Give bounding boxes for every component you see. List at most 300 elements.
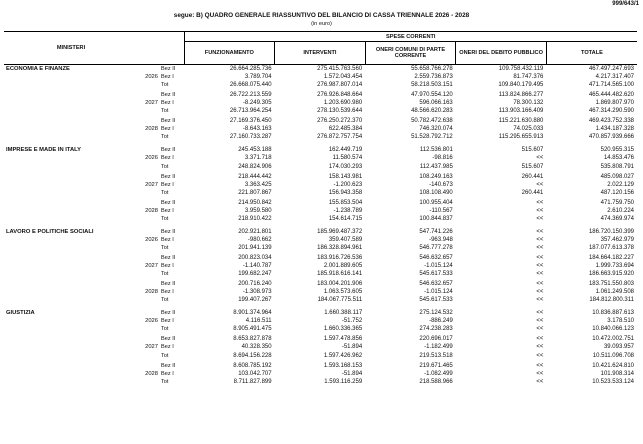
value-oneri-comuni: 50.782.472.638 (411, 118, 453, 125)
value-funzionamento: 200.823.034 (238, 255, 272, 261)
ministry-cell (4, 215, 138, 223)
value-funzionamento: 3.363.425 (244, 181, 272, 188)
value-totale: 10.836.887.613 (592, 310, 634, 317)
table-row (4, 325, 637, 333)
table-row (4, 181, 637, 189)
value-oneri-comuni: -963.948 (429, 236, 453, 243)
value-oneri-debito: << (536, 207, 544, 214)
table-row (4, 207, 637, 215)
value-oneri-debito: 515.607 (521, 163, 544, 170)
value-oneri-debito: 115.221.630.880 (498, 118, 544, 125)
value-funzionamento: 4.116.511 (245, 318, 272, 325)
table-row (4, 378, 637, 386)
value-oneri-comuni: 746.320.074 (419, 126, 453, 133)
table-subtitle: (in euro) (311, 21, 332, 27)
ministry-name: IMPRESE E MADE IN ITALY (6, 147, 82, 154)
year-cell (138, 270, 159, 278)
value-funzionamento: 8.711.827.899 (233, 378, 272, 385)
value-funzionamento: 200.716.240 (238, 281, 272, 288)
year-label: 2028 (145, 207, 158, 214)
value-interventi: 276.872.757.754 (317, 134, 363, 141)
table-row (4, 199, 637, 207)
row-type-label: Bez I (161, 318, 174, 325)
value-funzionamento: 218.910.422 (238, 215, 272, 222)
year-cell (138, 362, 159, 370)
ministry-cell (4, 133, 138, 141)
value-funzionamento: 199.407.267 (238, 297, 272, 304)
value-oneri-comuni: 596.066.163 (419, 100, 453, 107)
value-oneri-comuni: -110.567 (429, 207, 453, 214)
table-row (4, 262, 637, 270)
value-funzionamento: 8.901.374.964 (233, 310, 272, 317)
table-row (4, 125, 637, 133)
table-row (4, 163, 637, 171)
value-totale: 357.462.979 (600, 236, 634, 243)
value-oneri-comuni: 47.970.554.120 (411, 92, 453, 99)
ministry-cell (4, 244, 138, 252)
value-oneri-comuni: -1.015.124 (424, 263, 453, 270)
value-funzionamento: 221.807.867 (238, 189, 272, 196)
ministry-cell (4, 236, 138, 244)
row-type-label: Bez I (161, 74, 174, 81)
ministry-cell (4, 163, 138, 171)
row-type-label: Bez II (161, 147, 176, 154)
value-interventi: 174.030.293 (328, 163, 363, 170)
year-label: 2026 (145, 318, 158, 325)
document-reference: 999/643/1 (612, 1, 639, 7)
value-oneri-debito: << (536, 362, 544, 369)
row-type-label: Bez I (161, 263, 174, 270)
value-oneri-debito: << (536, 155, 544, 162)
value-totale: 485.098.027 (600, 173, 634, 180)
ministry-cell (4, 288, 138, 296)
value-interventi: 11.580.574 (332, 155, 363, 162)
year-cell (138, 244, 159, 252)
value-totale: 1.999.733.694 (595, 263, 634, 270)
value-interventi: 1.660.388.117 (324, 310, 363, 317)
value-totale: 10.523.533.124 (592, 378, 634, 385)
value-funzionamento: 245.453.188 (238, 147, 272, 154)
table-row (4, 81, 637, 89)
value-oneri-debito: << (536, 181, 544, 188)
table-row (4, 296, 637, 304)
value-funzionamento: 8.905.491.475 (233, 326, 272, 333)
value-oneri-comuni: 108.249.163 (419, 173, 453, 180)
year-cell (138, 146, 159, 154)
value-interventi: 1.593.168.153 (323, 362, 363, 369)
table-row (4, 99, 637, 107)
year-label: 2027 (145, 100, 158, 107)
year-label: 2028 (145, 289, 158, 296)
column-header-funzionamento: FUNZIONAMENTO (184, 42, 275, 65)
value-funzionamento: 3.789.704 (244, 74, 272, 81)
table-row (4, 352, 637, 360)
value-oneri-comuni: 545.617.533 (419, 297, 453, 304)
value-totale: 520.955.315 (600, 147, 634, 154)
value-funzionamento: -1.140.787 (242, 263, 272, 270)
value-interventi: 183.916.726.536 (317, 255, 363, 261)
value-oneri-debito: << (536, 236, 544, 243)
value-totale: 4.217.317.407 (595, 74, 634, 81)
value-funzionamento: 26.664.285.736 (229, 66, 272, 73)
value-funzionamento: 202.921.801 (238, 228, 272, 235)
row-type-label: Bez I (161, 100, 174, 107)
table-row (4, 280, 637, 288)
value-oneri-comuni: 546.777.278 (419, 244, 453, 251)
value-oneri-debito: 115.295.655.913 (498, 134, 544, 141)
value-oneri-debito: << (536, 289, 544, 296)
value-totale: 535.808.791 (600, 163, 634, 170)
ministry-cell (4, 91, 138, 99)
value-interventi: 1.572.043.454 (323, 74, 363, 81)
value-oneri-comuni: 545.617.533 (419, 271, 453, 278)
value-interventi: 185.918.616.141 (317, 271, 363, 278)
year-cell (138, 296, 159, 304)
ministry-cell (4, 362, 138, 370)
year-cell (138, 378, 159, 386)
value-funzionamento: 3.959.580 (244, 207, 272, 214)
value-funzionamento: 199.682.247 (238, 271, 272, 278)
column-header-totale: TOTALE (546, 42, 637, 65)
value-interventi: 155.853.504 (328, 199, 363, 206)
value-oneri-debito: << (536, 378, 544, 385)
year-cell (138, 81, 159, 89)
value-oneri-comuni: 100.955.404 (419, 199, 453, 206)
value-totale: 1.869.807.970 (595, 100, 634, 107)
row-type-label: Tot (161, 134, 169, 141)
value-oneri-comuni: -98.816 (432, 155, 453, 162)
year-cell (138, 215, 159, 223)
row-type-label: Tot (161, 215, 169, 222)
table-row (4, 173, 637, 181)
value-oneri-comuni: 546.632.657 (419, 281, 453, 288)
value-totale: 471.759.750 (600, 199, 634, 206)
value-interventi: 186.328.894.961 (317, 244, 363, 251)
value-oneri-comuni: 100.844.837 (419, 215, 453, 222)
value-oneri-debito: 113.824.866.277 (498, 92, 544, 99)
value-oneri-debito: << (536, 336, 544, 343)
value-totale: 469.423.752.338 (588, 118, 634, 125)
value-funzionamento: 27.169.376.450 (229, 118, 272, 125)
ministry-name: LAVORO E POLITICHE SOCIALI (6, 228, 94, 235)
value-interventi: 278.130.539.644 (317, 108, 363, 115)
value-oneri-comuni: 112.437.985 (419, 163, 453, 170)
ministry-cell (4, 117, 138, 125)
ministry-cell (4, 107, 138, 115)
value-interventi: 1.597.478.856 (323, 336, 363, 343)
table-row (4, 244, 637, 252)
value-oneri-comuni: 274.238.283 (419, 326, 453, 333)
table-row (4, 236, 637, 244)
value-totale: 1.434.187.328 (595, 126, 634, 133)
year-cell (138, 280, 159, 288)
row-type-label: Bez I (161, 236, 174, 243)
value-oneri-comuni: 58.218.503.151 (411, 82, 453, 89)
value-oneri-comuni: -140.673 (429, 181, 453, 188)
row-type-label: Bez II (161, 66, 176, 73)
column-header-oneri-comuni: ONERI COMUNI DI PARTE CORRENTE (365, 42, 456, 65)
row-type-label: Bez II (161, 173, 176, 180)
value-interventi: -1.238.789 (333, 207, 363, 214)
ministry-cell (4, 352, 138, 360)
value-interventi: 276.926.848.664 (317, 92, 363, 99)
value-funzionamento: 26.713.964.254 (229, 108, 272, 115)
value-interventi: 1.063.573.605 (323, 289, 363, 296)
ministry-cell (4, 270, 138, 278)
column-header-oneri-debito: ONERI DEL DEBITO PUBBLICO (456, 42, 547, 65)
table-row (4, 73, 637, 81)
row-type-label: Bez I (161, 370, 174, 377)
row-type-label: Bez II (161, 92, 176, 99)
value-interventi: 276.250.272.370 (317, 118, 363, 125)
ministry-cell (4, 317, 138, 325)
value-oneri-comuni: 112.536.801 (419, 147, 453, 154)
ministry-cell (4, 125, 138, 133)
row-type-label: Tot (161, 352, 169, 359)
year-cell (138, 189, 159, 197)
value-oneri-debito: 81.747.376 (513, 74, 544, 81)
year-header-spacer (138, 32, 184, 65)
value-funzionamento: -8.643.163 (242, 126, 272, 133)
value-funzionamento: 8.653.827.878 (233, 336, 272, 343)
value-oneri-comuni: 220.696.017 (419, 336, 453, 343)
value-interventi: 156.943.358 (328, 189, 363, 196)
value-totale: 467.497.247.693 (588, 66, 634, 73)
ministry-cell (4, 262, 138, 270)
value-totale: 184.812.800.311 (589, 297, 634, 304)
table-row (4, 362, 637, 370)
year-cell (138, 91, 159, 99)
value-oneri-comuni: 51.528.792.712 (411, 134, 453, 141)
row-type-label: Bez II (161, 255, 176, 261)
row-type-label: Bez I (161, 207, 174, 214)
year-label: 2026 (145, 155, 158, 162)
spese-correnti-header: SPESE CORRENTI (184, 32, 637, 42)
value-oneri-debito: 74.025.033 (513, 126, 544, 133)
row-type-label: Bez II (161, 336, 176, 343)
row-type-label: Bez I (161, 181, 174, 188)
year-label: 2027 (145, 263, 158, 270)
value-oneri-debito: << (536, 228, 544, 235)
row-type-label: Bez II (161, 199, 176, 206)
table-row (4, 288, 637, 296)
value-oneri-debito: 260.441 (521, 189, 544, 196)
value-oneri-debito: << (536, 263, 544, 270)
value-funzionamento: 8.608.785.192 (233, 362, 272, 369)
row-type-label: Tot (161, 108, 169, 115)
value-interventi: -1.200.623 (333, 181, 363, 188)
value-totale: 487.120.156 (600, 189, 634, 196)
year-cell (138, 325, 159, 333)
row-type-label: Tot (161, 189, 169, 196)
year-cell (138, 254, 159, 262)
value-interventi: 1.593.116.259 (324, 378, 363, 385)
value-interventi: 2.001.889.605 (323, 263, 363, 270)
value-oneri-comuni: 108.108.490 (419, 189, 453, 196)
value-oneri-comuni: -1.015.124 (424, 289, 453, 296)
table-row (4, 370, 637, 378)
row-type-label: Tot (161, 297, 169, 304)
value-totale: 101.908.314 (600, 370, 634, 377)
value-totale: 186.663.915.920 (588, 271, 634, 278)
value-oneri-comuni: -1.082.499 (424, 370, 453, 377)
value-totale: 184.664.182.227 (588, 255, 634, 261)
value-oneri-debito: 515.607 (521, 147, 544, 154)
value-interventi: -51.894 (341, 370, 363, 377)
table-row (4, 189, 637, 197)
table-row (4, 154, 637, 162)
year-cell (138, 65, 159, 74)
ministry-cell (4, 254, 138, 262)
value-funzionamento: 248.824.906 (238, 163, 272, 170)
value-oneri-comuni: 275.124.532 (419, 310, 453, 317)
value-oneri-debito: << (536, 326, 544, 333)
value-oneri-comuni: -1.182.499 (424, 344, 453, 351)
row-type-label: Bez I (161, 155, 174, 162)
value-interventi: 162.449.719 (328, 147, 363, 154)
value-oneri-debito: << (536, 215, 544, 222)
ministry-cell (4, 335, 138, 343)
value-interventi: 1.203.690.980 (323, 100, 363, 107)
value-oneri-debito: << (536, 199, 544, 206)
value-totale: 465.444.482.620 (588, 92, 634, 99)
value-totale: 3.178.510 (607, 318, 634, 325)
table-row (4, 309, 637, 317)
year-label: 2027 (145, 181, 158, 188)
table-row (4, 335, 637, 343)
ministry-cell (4, 370, 138, 378)
value-oneri-debito: << (536, 370, 544, 377)
value-totale: 1.061.249.508 (595, 289, 634, 296)
value-oneri-comuni: 48.566.620.283 (411, 108, 453, 115)
table-row (4, 146, 637, 154)
ministry-cell (4, 343, 138, 351)
row-type-label: Bez II (161, 281, 176, 288)
budget-table (4, 31, 637, 386)
row-type-label: Tot (161, 82, 169, 89)
value-funzionamento: 8.694.156.228 (233, 352, 272, 359)
ministry-cell (4, 81, 138, 89)
table-body (4, 65, 637, 386)
column-header-interventi: INTERVENTI (275, 42, 366, 65)
table-row (4, 91, 637, 99)
value-oneri-comuni: 547.741.226 (419, 228, 453, 235)
ministry-cell (4, 181, 138, 189)
value-totale: 470.857.939.666 (588, 134, 634, 141)
row-type-label: Bez II (161, 362, 176, 369)
value-interventi: 359.407.589 (328, 236, 363, 243)
row-type-label: Tot (161, 163, 169, 170)
table-row (4, 133, 637, 141)
ministry-cell (4, 296, 138, 304)
value-oneri-comuni: 55.658.766.278 (411, 66, 453, 73)
value-oneri-debito: << (536, 255, 544, 261)
value-interventi: 158.143.981 (328, 173, 363, 180)
row-type-label: Tot (161, 326, 169, 333)
value-oneri-debito: << (536, 344, 544, 351)
year-cell (138, 335, 159, 343)
value-oneri-debito: << (536, 281, 544, 288)
ministry-name: GIUSTIZIA (6, 310, 35, 317)
value-totale: 474.369.974 (600, 215, 634, 222)
value-oneri-debito: << (536, 271, 544, 278)
year-cell (138, 199, 159, 207)
value-oneri-comuni: 218.588.966 (419, 378, 453, 385)
value-oneri-comuni: 219.671.465 (419, 362, 453, 369)
value-oneri-debito: << (536, 318, 544, 325)
row-type-label: Tot (161, 271, 169, 278)
table-row (4, 317, 637, 325)
value-funzionamento: 26.722.213.559 (229, 92, 272, 99)
row-type-label: Bez I (161, 344, 174, 351)
table-row (4, 107, 637, 115)
row-type-label: Bez I (161, 289, 174, 296)
value-totale: 186.720.150.399 (588, 228, 634, 235)
value-oneri-debito: << (536, 310, 544, 317)
value-oneri-debito: << (536, 244, 544, 251)
ministry-cell (4, 189, 138, 197)
ministry-cell (4, 173, 138, 181)
year-label: 2028 (145, 126, 158, 133)
value-oneri-comuni: 219.513.518 (419, 352, 453, 359)
value-totale: 467.314.290.590 (588, 108, 634, 115)
value-interventi: 183.004.201.906 (317, 281, 363, 288)
value-interventi: 622.485.384 (328, 126, 363, 133)
ministry-cell (4, 325, 138, 333)
year-cell (138, 228, 159, 236)
ministry-name: ECONOMIA E FINANZE (6, 66, 70, 72)
table-row (4, 117, 637, 125)
table-row (4, 65, 637, 74)
table-row (4, 215, 637, 223)
year-label: 2028 (145, 370, 158, 377)
value-interventi: -51.894 (341, 344, 363, 351)
value-interventi: 184.067.775.511 (317, 297, 363, 304)
value-oneri-debito: 109.840.179.495 (498, 82, 544, 89)
year-cell (138, 173, 159, 181)
value-totale: 14.853.476 (603, 155, 634, 162)
value-funzionamento: 3.371.718 (244, 155, 272, 162)
value-interventi: -51.752 (341, 318, 363, 325)
year-cell (138, 117, 159, 125)
value-funzionamento: 27.160.733.287 (229, 134, 272, 141)
value-interventi: 1.660.336.365 (323, 326, 363, 333)
year-cell (138, 133, 159, 141)
value-totale: 10.840.066.123 (592, 326, 634, 333)
value-funzionamento: 201.941.139 (238, 244, 272, 251)
value-oneri-debito: 113.903.166.409 (498, 108, 544, 115)
value-oneri-debito: 78.300.132 (513, 100, 544, 107)
value-totale: 39.093.957 (603, 344, 634, 351)
value-oneri-debito: 260.441 (521, 173, 544, 180)
value-funzionamento: 214.950.842 (238, 199, 272, 206)
value-totale: 2.610.224 (607, 207, 634, 214)
value-totale: 471.714.565.100 (588, 82, 634, 89)
row-type-label: Bez II (161, 310, 176, 317)
row-type-label: Bez II (161, 228, 176, 235)
value-totale: 10.421.624.810 (592, 362, 634, 369)
ministry-cell (4, 99, 138, 107)
ministry-cell (4, 207, 138, 215)
value-interventi: 1.597.426.962 (323, 352, 363, 359)
value-interventi: 185.969.487.372 (317, 228, 363, 235)
value-funzionamento: -980.662 (247, 236, 272, 243)
value-totale: 10.511.096.708 (592, 352, 634, 359)
table-title: segue: B) QUADRO GENERALE RIASSUNTIVO DEL BILANCIO DI CASSA TRIENNALE 2026 - 2028 (173, 12, 470, 19)
ministry-cell (4, 280, 138, 288)
value-totale: 10.472.002.751 (592, 336, 634, 343)
value-funzionamento: 26.668.075.440 (229, 82, 272, 89)
